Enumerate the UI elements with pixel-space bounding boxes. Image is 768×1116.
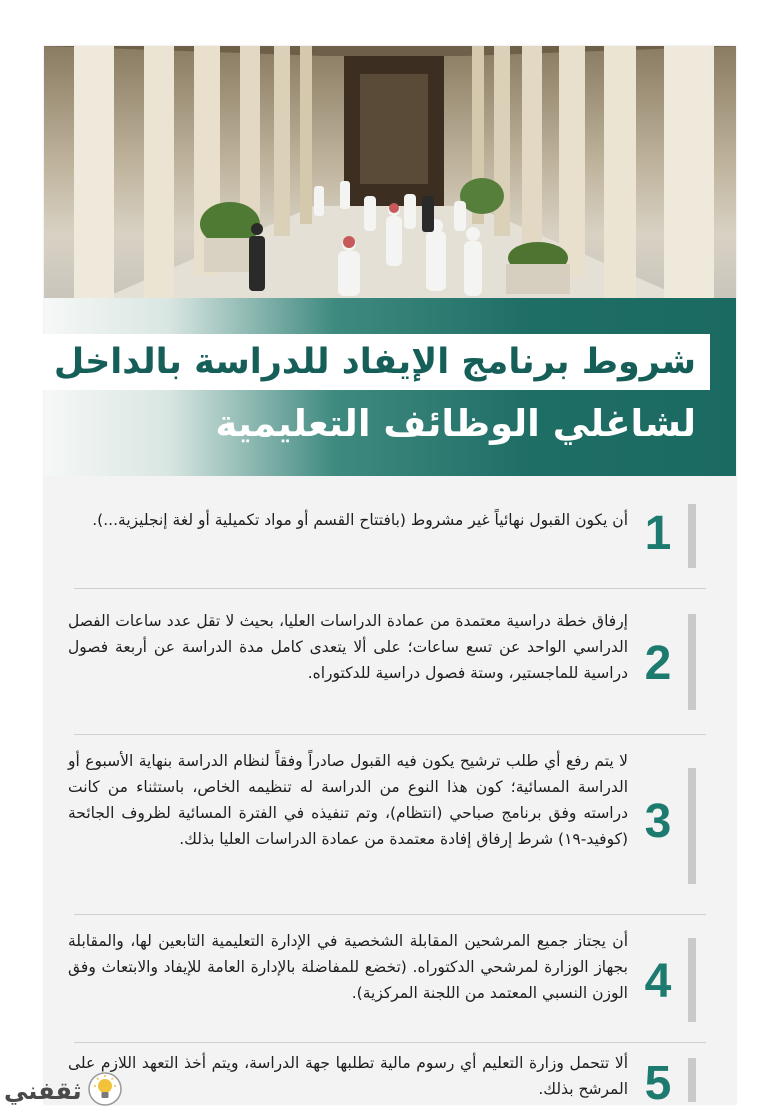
corridor-illustration [44, 46, 736, 298]
condition-number: 1 [644, 507, 672, 560]
condition-item-4 [44, 928, 736, 1032]
condition-text: أن يكون القبول نهائياً غير مشروط (بافتتاح القسم أو مواد تكميلية أو لغة إنجليزية...). [92, 511, 628, 529]
condition-number: 3 [644, 795, 672, 848]
lightbulb-icon [88, 1072, 122, 1110]
conditions-list [44, 476, 736, 1110]
university-corridor-photo [44, 46, 736, 298]
condition-number: 2 [644, 637, 672, 690]
number-bar [688, 1058, 696, 1102]
watermark-logo [4, 1068, 164, 1114]
condition-item-1 [44, 504, 736, 568]
number-bar [688, 938, 696, 1022]
divider [74, 914, 706, 915]
number-bar [688, 504, 696, 568]
condition-text: أن يجتاز جميع المرشحين المقابلة الشخصية في الإدارة التعليمية التابعين لها، والمقابلة بجهاز الوزارة لمرشحي الدكتوراه. (تخضع للمفاضلة بالإدارة العامة للإيفاد والابتعاث وفق الوزن النسبي المعتمد من اللجنة المركزية). [68, 932, 628, 1002]
divider [74, 734, 706, 735]
divider [74, 588, 706, 589]
condition-number: 4 [644, 955, 672, 1008]
condition-item-3 [44, 748, 736, 898]
condition-number: 5 [644, 1057, 672, 1110]
infographic-card [44, 46, 736, 1110]
watermark-text: ثقفني [4, 1077, 82, 1105]
divider [74, 1042, 706, 1043]
condition-text: ألا تتحمل وزارة التعليم أي رسوم مالية تطلبها جهة الدراسة، ويتم أخذ التعهد اللازم على المرشح بذلك. [68, 1054, 628, 1098]
condition-item-2 [44, 604, 736, 724]
condition-text: إرفاق خطة دراسية معتمدة من عمادة الدراسات العليا، بحيث لا تقل عدد ساعات الفصل الدراسي الواحد عن تسع ساعات؛ على ألا يتعدى كامل مدة الدراسة عن أربعة فصول دراسية للماجستير، وستة فصول دراسية للدكتوراه. [68, 612, 628, 682]
page-subtitle: لشاغلي الوظائف التعليمية [215, 402, 696, 445]
page-title: شروط برنامج الإيفاد للدراسة بالداخل [53, 341, 696, 382]
number-bar [688, 614, 696, 710]
title-banner [44, 298, 736, 476]
number-bar [688, 768, 696, 884]
condition-text: لا يتم رفع أي طلب ترشيح يكون فيه القبول صادراً وفقاً لنظام الدراسة بنهاية الأسبوع أو الدراسة المسائية؛ كون هذا النوع من الدراسة له تنظيمه الخاص، باستثناء من كانت دراسته وفق برنامج صباحي (انتظام)، وتم تنفيذه في الفترة المسائية لظروف الجائحة (كوفيد-١٩) شرط إرفاق إفادة معتمدة من عمادة الدراسات العليا بذلك. [68, 752, 628, 848]
title-box [40, 334, 710, 390]
